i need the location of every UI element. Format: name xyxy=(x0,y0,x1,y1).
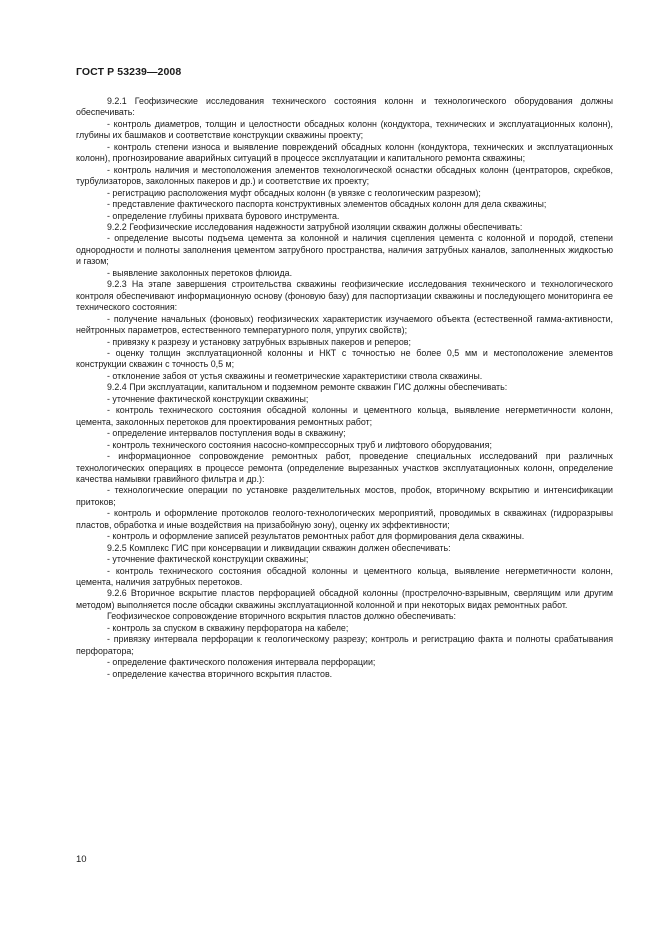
paragraph: - определение качества вторичного вскрытия пластов. xyxy=(107,668,333,679)
paragraph: - уточнение фактической конструкции скважины; xyxy=(107,554,309,565)
paragraph: - контроль и оформление протоколов геолого-технологических мероприятий, проводимых в скважинах (гидроразрывы пластов, обработка и иные воздействия на призабойную зону), оценку их эффективности; xyxy=(76,508,613,530)
paragraph: - определение фактического положения интервала перфорации; xyxy=(107,657,376,668)
paragraph: - контроль наличия и местоположения элементов технологической оснастки обсадных колонн (центраторов, скребков, турбулизаторов, заколонных пакеров и др.) и соответствие их проекту; xyxy=(76,164,613,187)
paragraph: - контроль технического состояния обсадной колонны и цементного кольца, выявление негерметичности колонн, цемента, наличия затрубных перетоков. xyxy=(76,565,613,588)
paragraph: - определение интервалов поступления воды в скважину; xyxy=(107,428,346,439)
paragraph: - регистрацию расположения муфт обсадных колонн (в увязке с геологическим разрезом); xyxy=(107,187,481,198)
paragraph: Геофизическое сопровождение вторичного вскрытия пластов должно обеспечивать: xyxy=(107,611,456,622)
paragraph: - информационное сопровождение ремонтных работ, проведение специальных исследований при различных технологических операциях в процессе ремонта (определение вырезанных участков эксплуатационных колонн, определение качества намывки гравийного фильтра и др.): xyxy=(76,451,613,484)
paragraph: - привязку к разрезу и установку затрубных взрывных пакеров и реперов; xyxy=(107,336,411,347)
paragraph: 9.2.1 Геофизические исследования технического состояния колонн и технологического оборудования должны обеспечивать: xyxy=(76,96,613,118)
paragraph: - выявление заколонных перетоков флюида. xyxy=(107,267,293,278)
paragraph: 9.2.5 Комплекс ГИС при консервации и ликвидации скважин должен обеспечивать: xyxy=(107,542,451,553)
paragraph: - привязку интервала перфорации к геологическому разрезу; контроль и регистрацию факта и полноты срабатывания перфоратора; xyxy=(76,634,613,656)
paragraph: - контроль и оформление записей результатов ремонтных работ для формирования дела скважины. xyxy=(107,531,525,542)
paragraph: - определение высоты подъема цемента за колонной и наличия сцепления цемента с колонной и породой, степени однородности и полноты заполнения цементом затрубного пространства, наличия затрубных каналов, заполненных жидкостью и газом; xyxy=(76,233,613,267)
paragraph: - технологические операции по установке разделительных мостов, пробок, вторичному вскрытию и интенсификации притоков; xyxy=(76,485,613,507)
page-number: 10 xyxy=(76,854,87,865)
paragraph: - отклонение забоя от устья скважины и геометрические характеристики ствола скважины. xyxy=(107,370,483,381)
paragraph: 9.2.4 При эксплуатации, капитальном и подземном ремонте скважин ГИС должны обеспечивать: xyxy=(107,382,508,393)
paragraph: - получение начальных (фоновых) геофизических характеристик изучаемого объекта (естественной гамма-активности, нейтронных параметров, естественного температурного поля, упругих свойств); xyxy=(76,313,613,336)
paragraph: - определение глубины прихвата бурового инструмента. xyxy=(107,210,340,221)
paragraph: - оценку толщин эксплуатационной колонны и НКТ с точностью не более 0,5 мм и местоположение элементов конструкции скважин с точность 0,5 м; xyxy=(76,347,613,370)
paragraph: - представление фактического паспорта конструктивных элементов обсадных колонн для дела скважины; xyxy=(107,199,547,210)
paragraph: - контроль степени износа и выявление повреждений обсадных колонн (кондуктора, технических и эксплуатационных колонн), прогнозирование аварийных ситуаций в процессе эксплуатации и капитального ремонта скважины; xyxy=(76,141,613,164)
paragraph: - контроль диаметров, толщин и целостности обсадных колонн (кондуктора, технических и эксплуатационных колонн), глубины их башмаков и соответствие конструкции скважины проекту; xyxy=(76,118,613,141)
paragraph: - контроль за спуском в скважину перфоратора на кабеле; xyxy=(107,622,349,633)
paragraph: - уточнение фактической конструкции скважины; xyxy=(107,393,309,404)
paragraph: 9.2.3 На этапе завершения строительства скважины геофизические исследования технического и технологического контроля обеспечивают информационную основу (фоновую базу) для паспортизации скважины и последующего мониторинга ее технического состояния: xyxy=(76,279,613,313)
paragraph: 9.2.2 Геофизические исследования надежности затрубной изоляции скважин должны обеспечивать: xyxy=(107,221,523,232)
paragraph: - контроль технического состояния насосно-компрессорных труб и лифтового оборудования; xyxy=(107,439,492,450)
paragraph: 9.2.6 Вторичное вскрытие пластов перфорацией обсадной колонны (прострелочно-взрывным, сверлящим или другим методом) выполняется после обсадки скважины эксплуатационной колонной и при некоторых видах ремонтных работ. xyxy=(76,588,613,610)
paragraph: - контроль технического состояния обсадной колонны и цементного кольца, выявление негерметичности колонн, цемента, заколонных перетоков для проектирования ремонтных работ; xyxy=(76,405,613,427)
document-body xyxy=(76,96,613,680)
document-header: ГОСТ Р 53239—2008 xyxy=(76,66,182,78)
